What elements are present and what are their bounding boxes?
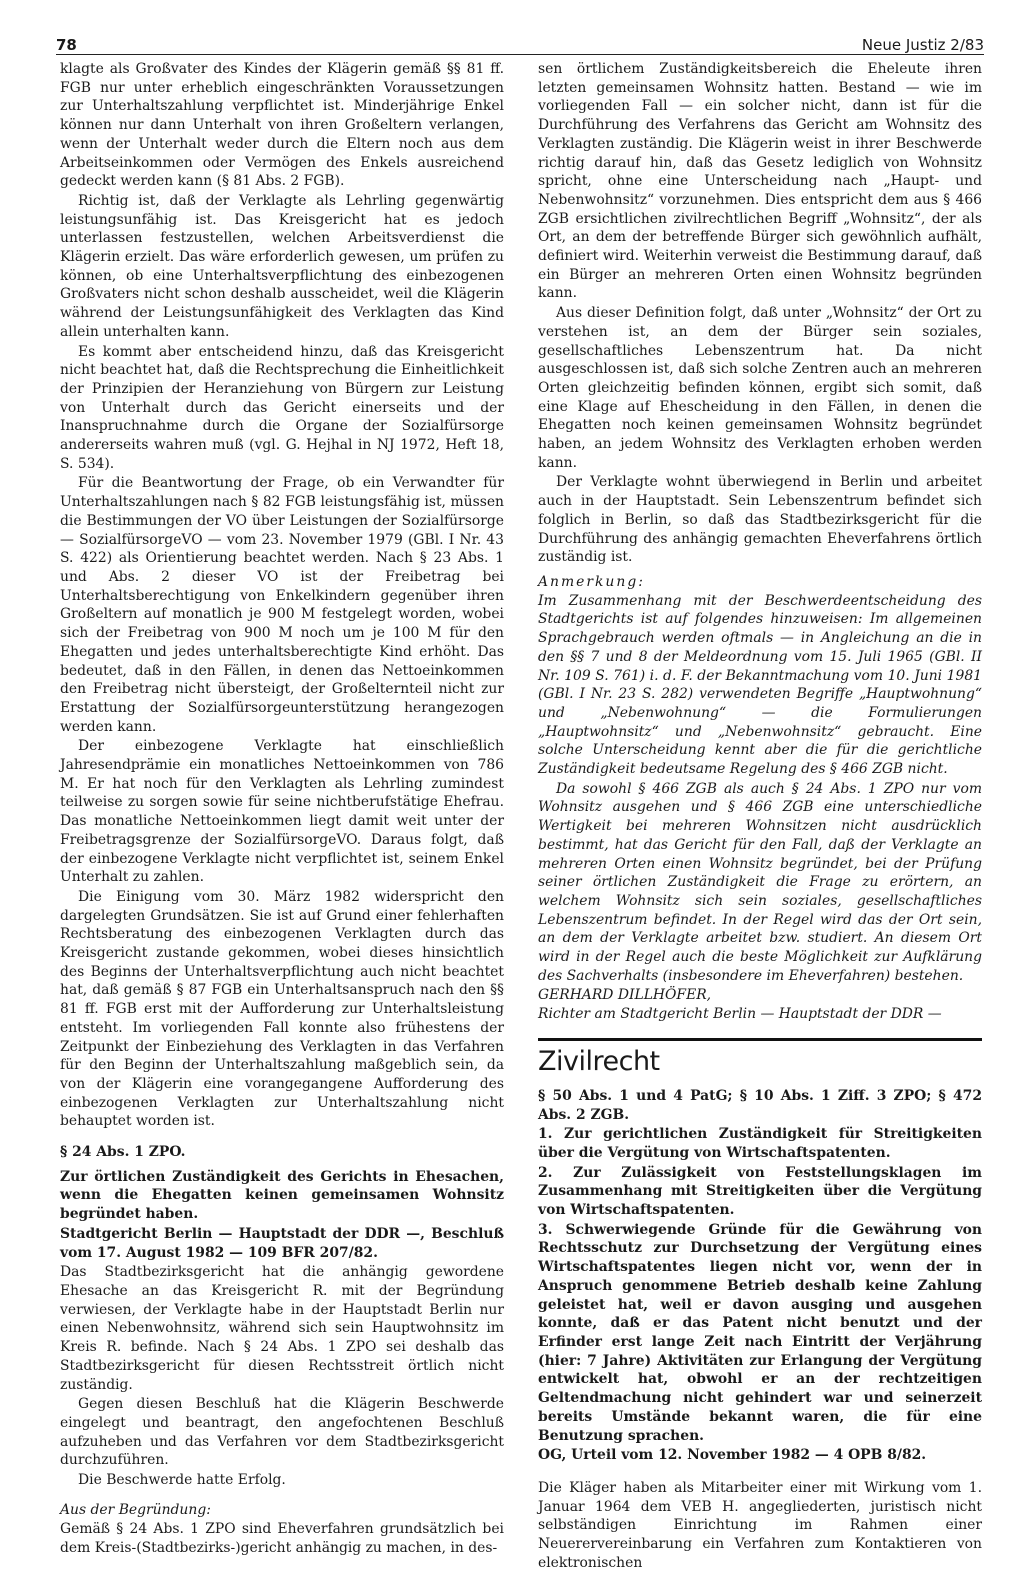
law-reference: § 24 Abs. 1 ZPO. xyxy=(60,1144,186,1161)
paragraph: Die Kläger haben als Mitarbeiter einer mit Wirkung vom 1. Januar 1964 dem VEB H. angegliederten, juristisch nicht selbständigen Einrichtung im Rahmen einer Neuerervereinbarung ein Verfahren zum Kontaktieren von elektronischen xyxy=(538,1479,982,1571)
section-title: Zivilrecht xyxy=(538,1045,660,1077)
paragraph: Der Verklagte wohnt überwiegend in Berlin und arbeitet auch in der Hauptstadt. Sein Lebenszentrum befindet sich folglich in Berlin, so daß das Stadtbezirksgericht für die Durchführung des anhängig gemachten Eheverfahrens örtlich zuständig ist. xyxy=(538,474,982,566)
section-divider xyxy=(538,1038,982,1077)
paragraph: Die Einigung vom 30. März 1982 widerspricht den dargelegten Grundsätzen. Sie ist auf Grund einer fehlerhaften Rechtsberatung des einbezogenen Verklagten durch das Kreisgericht zustande gekommen, wobei dieses hinsichtlich des Beginns der Unterhaltsverpflichtung auch nicht beachtet hat, daß gemäß § 87 FGB ein Unterhaltsanspruch nach den §§ 81 ff. FGB erst mit der Aufforderung zur Unterhaltsleistung entsteht. Im vorliegenden Fall konnte also frühestens der Zeitpunkt der Einbeziehung des Verklagten in das Verfahren für den Beginn der Unterhaltszahlung maßgeblich sein, da von der Klägerin eine vorangegangene Aufforderung des einbezogenen Verklagten zur Unterhaltszahlung nicht behauptet worden ist. xyxy=(60,888,504,1130)
paragraph: Richtig ist, daß der Verklagte als Lehrling gegenwärtig leistungsunfähig ist. Das Kreisgericht hat es jedoch unterlassen festzustellen, welchen Arbeitsverdienst die Klägerin erzielt. Das wäre erforderlich gewesen, um prüfen zu können, ob eine Unterhaltsverpflichtung des einbezogenen Großvaters nicht schon deshalb ausscheidet, weil die Klägerin während der Leistungsunfähigkeit des Verklagten das Kind allein unterhalten kann. xyxy=(60,192,504,340)
signature-name: GERHARD DILLHÖFER, xyxy=(538,987,712,1004)
paragraph: Es kommt aber entscheidend hinzu, daß das Kreisgericht nicht beachtet hat, daß die Rechtsprechung die Einheitlichkeit der Prinzipien der Heranziehung von Bürgern zur Leistung von Unterhalt durch das Gericht einerseits und der Inanspruchnahme durch die Organe der Sozialfürsorge andererseits wahren muß (vgl. G. Hejhal in NJ 1972, Heft 18, S. 534). xyxy=(60,343,504,472)
court-decision: Stadtgericht Berlin — Hauptstadt der DDR —, Beschluß vom 17. August 1982 — 109 BFR 207/82. xyxy=(60,1225,504,1261)
paragraph: Für die Beantwortung der Frage, ob ein Verwandter für Unterhaltszahlungen nach § 82 FGB leistungsfähig ist, müssen die Bestimmungen der VO über Leistungen der Sozialfürsorge — SozialfürsorgeVO — vom 23. November 1979 (GBl. I Nr. 43 S. 422) als Orientierung beachtet werden. Nach § 23 Abs. 1 und Abs. 2 dieser VO ist der Freibetrag bei Unterhaltsberechtigung von Enkelkindern gegenüber ihren Großeltern auf monatlich je 900 M festgelegt worden, wobei sich der Freibetrag von 900 M noch um je 100 M für den Ehegatten und jedes unterhaltsberechtigte Kind erhöht. Das bedeutet, daß in den Fällen, in denen das Nettoeinkommen den Freibetrag nicht übersteigt, der Großelternteil nicht zur Erstattung der Sozialfürsorgeunterstützung herangezogen werden kann. xyxy=(60,475,504,735)
paragraph: sen örtlichem Zuständigkeitsbereich die Eheleute ihren letzten gemeinsamen Wohnsitz hatten. Bestand — wie im vorliegenden Fall — ein solcher nicht, dann ist für die Durchführung des Verfahrens das Gericht am Wohnsitz des Verklagten zuständig. Die Klägerin weist in ihrer Beschwerde richtig darauf hin, daß das Gesetz lediglich von Wohnsitz spricht, ohne eine Unterscheidung nach „Haupt- und Nebenwohnsitz“ vorzunehmen. Dies entspricht dem aus § 466 ZGB ersichtlichen zivilrechtlichen Begriff „Wohnsitz“, der als Ort, an dem der betreffende Bürger sich gewöhnlich aufhält, definiert wird. Weiterhin verweist die Bestimmung darauf, daß ein Bürger an mehreren Orten einen Wohnsitz begründen kann. xyxy=(538,61,982,302)
paragraph: Aus dieser Definition folgt, daß unter „Wohnsitz“ der Ort zu verstehen ist, an dem der Bürger sein soziales, gesellschaftliches Lebenszentrum hat. Da nicht ausgeschlossen ist, daß sich solche Zentren auch an mehreren Orten gleichzeitig befinden können, ergibt sich somit, daß eine Klage auf Ehescheidung in den Fällen, in denen die Ehegatten noch keinen gemeinsamen Wohnsitz begründet haben, an jedem Wohnsitz des Verklagten erhoben werden kann. xyxy=(538,305,982,471)
signature-title: Richter am Stadtgericht Berlin — Hauptstadt der DDR — xyxy=(538,1006,942,1023)
anmerkung-label: Anmerkung: xyxy=(538,573,645,590)
right-column xyxy=(538,60,982,1573)
court-decision: OG, Urteil vom 12. November 1982 — 4 OPB 8/82. xyxy=(538,1447,927,1464)
paragraph: Gemäß § 24 Abs. 1 ZPO sind Eheverfahren grundsätzlich bei dem Kreis-(Stadtbezirks-)gericht anhängig zu machen, in des- xyxy=(60,1521,504,1557)
law-reference: § 50 Abs. 1 und 4 PatG; § 10 Abs. 1 Ziff. 3 ZPO; § 472 Abs. 2 ZGB. xyxy=(538,1087,982,1123)
headnote-item: 3. Schwerwiegende Gründe für die Gewährung von Rechtsschutz zur Durchsetzung der Vergütung eines Wirtschaftspatentes liegen nicht vor, wenn der in Anspruch genommene Betrieb deshalb keine Zahlung geleistet hat, weil er davon ausging und ausgehen konnte, daß er das Patent nicht benutzt und der Erfinder erst lange Zeit nach Eintritt der Verjährung (hier: 7 Jahre) Aktivitäten zur Erlangung der Vergütung entwickelt hat, obwohl er an der rechtzeitigen Geltendmachung nicht gehindert war und seinerzeit bereits Umstände bekannt waren, die für eine Benutzung sprachen. xyxy=(538,1221,982,1444)
page-header xyxy=(56,26,984,55)
paragraph: Das Stadtbezirksgericht hat die anhängig gewordene Ehesache an das Kreisgericht R. mit der Begründung verwiesen, der Verklagte habe in der Hauptstadt Berlin nur einen Nebenwohnsitz, während sich sein Hauptwohnsitz im Kreis R. befinde. Nach § 24 Abs. 1 ZPO sei deshalb das Stadtbezirksgericht für diesen Rechtsstreit örtlich nicht zuständig. xyxy=(60,1264,504,1393)
headnote: Zur örtlichen Zuständigkeit des Gerichts in Ehesachen, wenn die Ehegatten keinen gemeinsamen Wohnsitz begründet haben. xyxy=(60,1168,504,1223)
left-column xyxy=(60,60,504,1559)
annotation-paragraph: Im Zusammenhang mit der Beschwerdeentscheidung des Stadtgerichts ist auf folgendes hinzuweisen: Im allgemeinen Sprachgebrauch werden oftmals — in Angleichung an die in den §§ 7 und 8 der Meldeordnung vom 15. Juli 1965 (GBl. II Nr. 109 S. 761) i. d. F. der Bekanntmachung vom 10. Juni 1981 (GBl. I Nr. 23 S. 282) verwendeten Begriffe „Hauptwohnung“ und „Nebenwohnung“ — die Formulierungen „Hauptwohnsitz“ und „Nebenwohnsitz“ gebraucht. Eine solche Unterscheidung kennt aber die für die gerichtliche Zuständigkeit bedeutsame Regelung des § 466 ZGB nicht. xyxy=(538,592,982,778)
paragraph: Die Beschwerde hatte Erfolg. xyxy=(78,1472,286,1489)
journal-title: Neue Justiz 2/83 xyxy=(861,36,984,54)
paragraph: klagte als Großvater des Kindes der Klägerin gemäß §§ 81 ff. FGB nur unter erheblich eingeschränkten Voraussetzungen zur Unterhaltszahlung verpflichtet ist. Minderjährige Enkel können nur dann Unterhalt von ihren Großeltern verlangen, wenn der Unterhalt weder durch die Eltern noch aus dem Arbeitseinkommen oder Vermögen des Enkels ausreichend gedeckt werden kann (§ 81 Abs. 2 FGB). xyxy=(60,61,504,190)
paragraph: Der einbezogene Verklagte hat einschließlich Jahresendprämie ein monatliches Nettoeinkommen von 786 M. Er hat noch für den Verklagten als Lehrling zumindest teilweise zu sorgen sowie für seine nichtberufstätige Ehefrau. Das monatliche Nettoeinkommen liegt damit weit unter der Freibetragsgrenze der SozialfürsorgeVO. Daraus folgt, daß der einbezogene Verklagte nicht verpflichtet ist, seinem Enkel Unterhalt zu zahlen. xyxy=(60,738,504,886)
annotation-paragraph: Da sowohl § 466 ZGB als auch § 24 Abs. 1 ZPO nur vom Wohnsitz ausgehen und § 466 ZGB eine unterschiedliche Wertigkeit bei mehreren Wohnsitzen nicht ausdrücklich bestimmt, hat das Gericht für den Fall, daß der Verklagte an mehreren Orten einen Wohnsitz begründet, bei der Prüfung seiner örtlichen Zuständigkeit die Frage zu erörtern, an welchem Wohnsitz sich sein soziales, gesellschaftliches Lebenszentrum befindet. In der Regel wird das der Ort sein, an dem der Verklagte arbeitet bzw. studiert. An diesem Ort wird in der Regel auch die beste Möglichkeit zur Aufklärung des Sachverhalts (insbesondere im Eheverfahren) bestehen. xyxy=(538,780,982,984)
headnote-item: 2. Zur Zulässigkeit von Feststellungsklagen im Zusammenhang mit Streitigkeiten über die Vergütung von Wirtschaftspatenten. xyxy=(538,1164,982,1219)
headnote-item: 1. Zur gerichtlichen Zuständigkeit für Streitigkeiten über die Vergütung von Wirtschaftspatenten. xyxy=(538,1126,982,1161)
page-number: 78 xyxy=(56,36,77,54)
begruendung-label: Aus der Begründung: xyxy=(60,1501,211,1518)
paragraph: Gegen diesen Beschluß hat die Klägerin Beschwerde eingelegt und beantragt, den angefochtenen Beschluß aufzuheben und das Verfahren vor dem Stadtbezirksgericht durchzuführen. xyxy=(60,1396,504,1469)
